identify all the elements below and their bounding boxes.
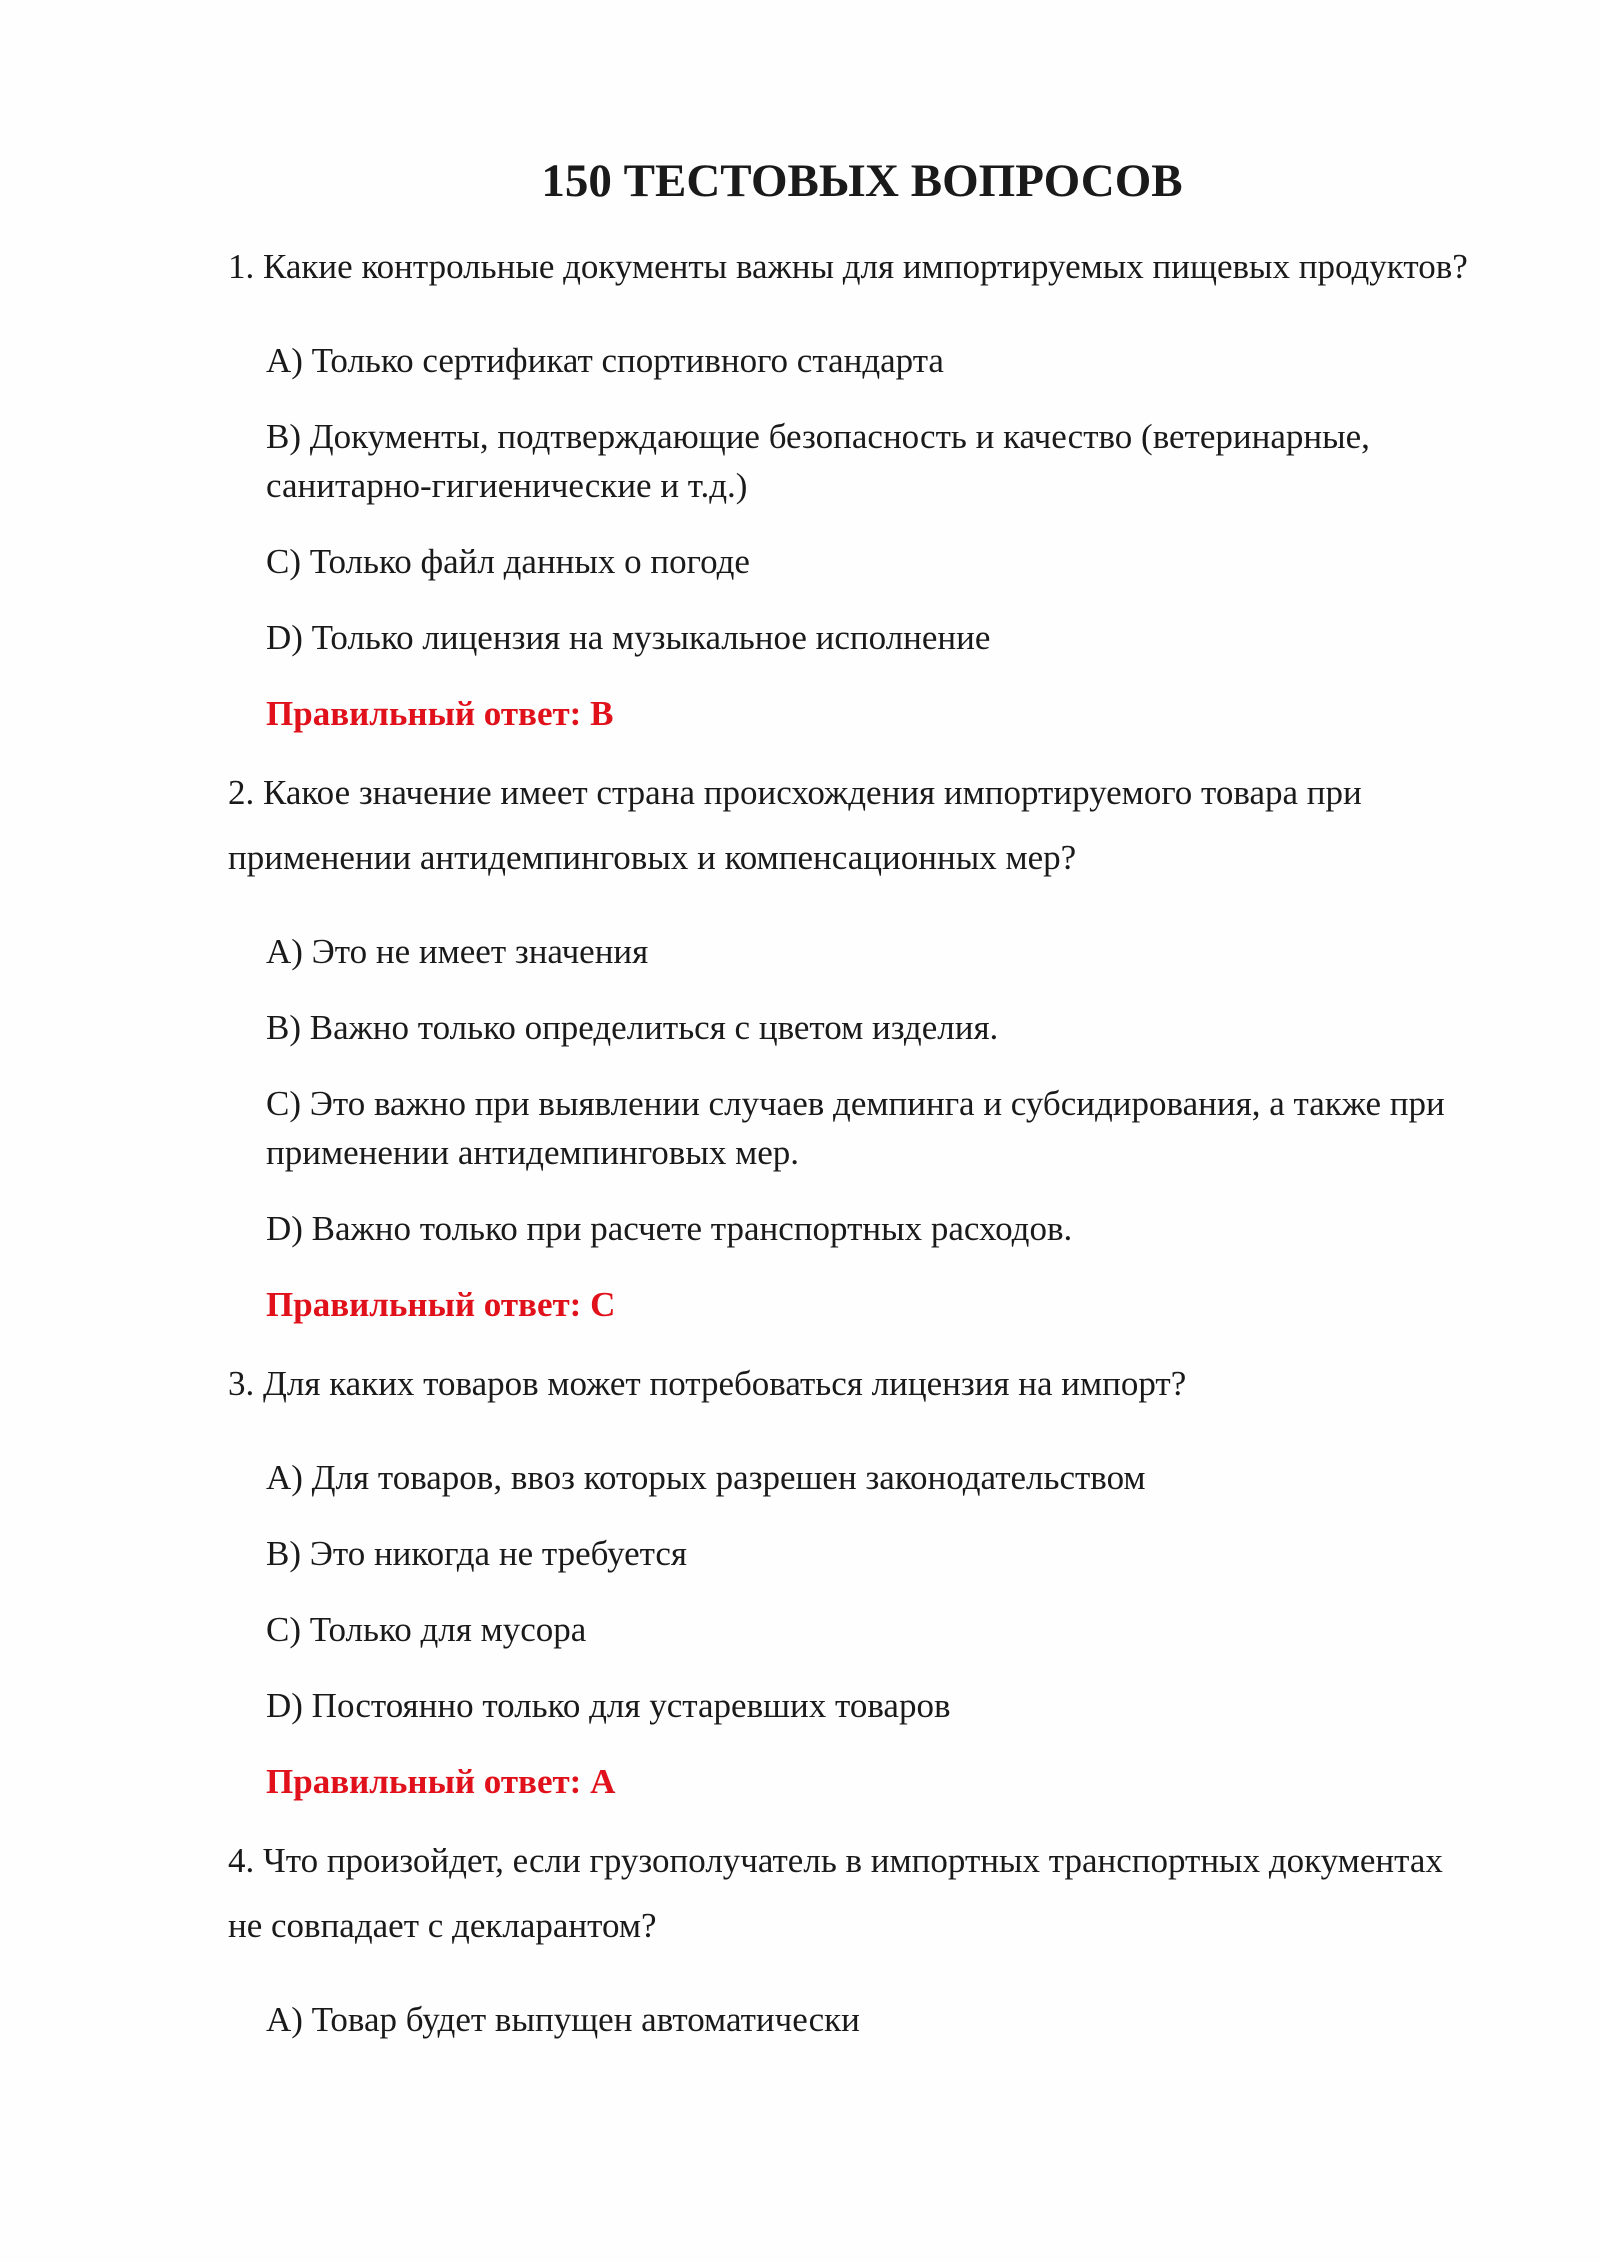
question-text: 1. Какие контрольные документы важны для импортируемых пищевых продуктов? [228, 247, 1468, 286]
question-4 [228, 1828, 1470, 2044]
options-list [228, 927, 1470, 1253]
option-c: C) Это важно при выявлении случаев демпинга и субсидирования, а также при применении антидемпинговых мер. [266, 1084, 1445, 1172]
option-a: A) Для товаров, ввоз которых разрешен законодательством [266, 1458, 1146, 1497]
correct-answer: Правильный ответ: B [266, 694, 614, 733]
options-list [228, 1453, 1470, 1730]
option-b: B) Важно только определиться с цветом изделия. [266, 1008, 999, 1047]
correct-answer: Правильный ответ: A [266, 1762, 616, 1801]
correct-answer: Правильный ответ: C [266, 1285, 616, 1324]
option-b: B) Документы, подтверждающие безопасность и качество (ветеринарные, санитарно-гигиенические и т.д.) [266, 417, 1370, 505]
document-title: 150 ТЕСТОВЫХ ВОПРОСОВ [541, 155, 1183, 207]
option-b: B) Это никогда не требуется [266, 1534, 688, 1573]
question-2 [228, 760, 1470, 1329]
option-a: A) Товар будет выпущен автоматически [266, 2000, 860, 2039]
option-c: C) Только для мусора [266, 1610, 587, 1649]
option-d: D) Только лицензия на музыкальное исполнение [266, 618, 991, 657]
options-list [228, 1995, 1470, 2044]
option-d: D) Постоянно только для устаревших товаров [266, 1686, 951, 1725]
question-text: 4. Что произойдет, если грузополучатель в импортных транспортных документах не совпадает с декларантом? [228, 1841, 1443, 1945]
question-1 [228, 234, 1470, 738]
question-text: 3. Для каких товаров может потребоваться лицензия на импорт? [228, 1364, 1187, 1403]
question-text: 2. Какое значение имеет страна происхождения импортируемого товара при применении антидемпинговых и компенсационных мер? [228, 773, 1362, 877]
question-3 [228, 1351, 1470, 1806]
options-list [228, 336, 1470, 662]
option-d: D) Важно только при расчете транспортных расходов. [266, 1209, 1073, 1248]
option-c: C) Только файл данных о погоде [266, 542, 750, 581]
option-a: A) Это не имеет значения [266, 932, 649, 971]
option-a: A) Только сертификат спортивного стандарта [266, 341, 944, 380]
